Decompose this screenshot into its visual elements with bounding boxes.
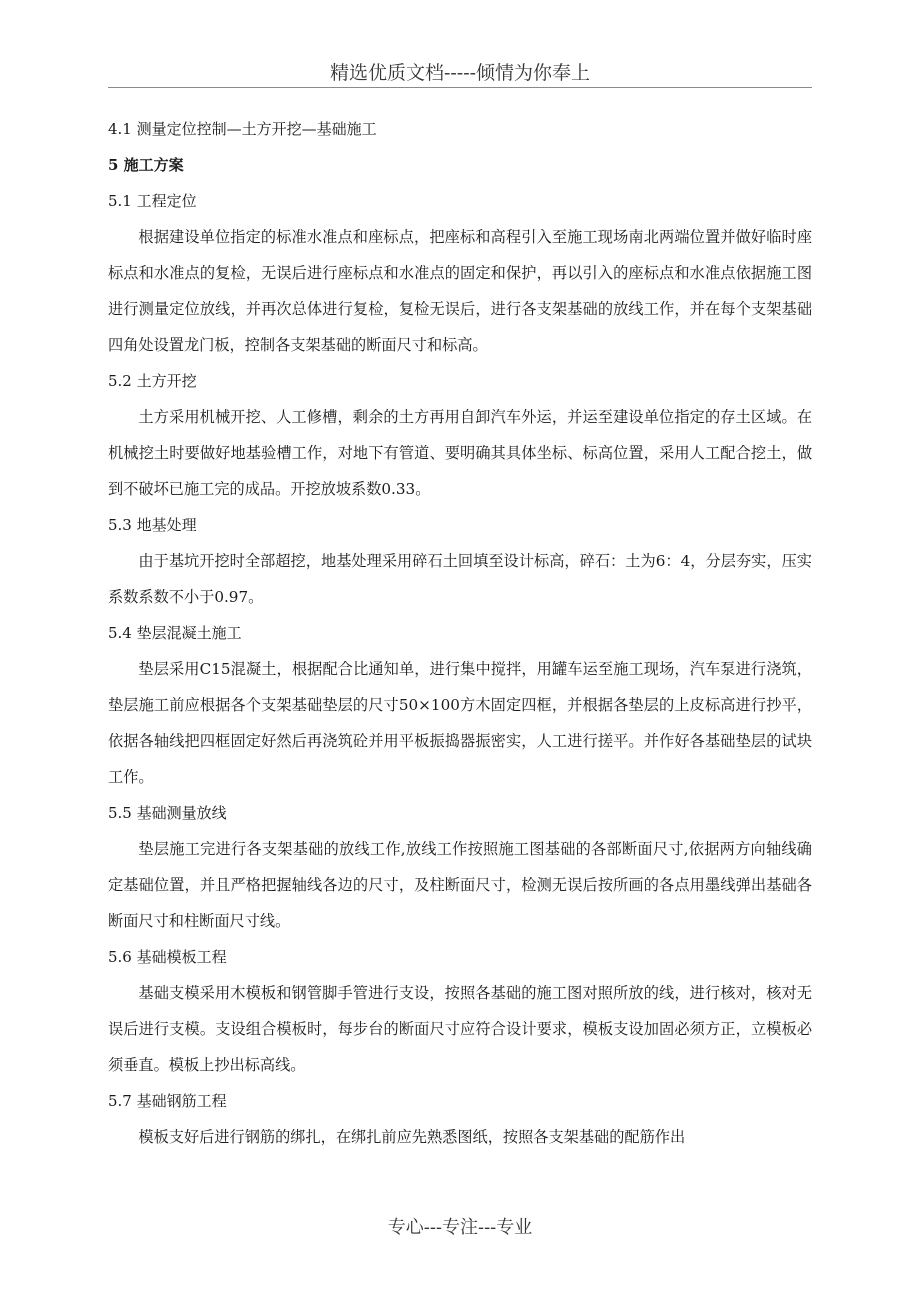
section-heading-5-7: 5.7 基础钢筋工程 xyxy=(108,1092,227,1110)
paragraph-5-1: 根据建设单位指定的标准水准点和座标点，把座标和高程引入至施工现场南北两端位置并做好临时座标点和水准点的复检，无误后进行座标点和水准点的固定和保护，再以引入的座标点和水准点依据施工图进行测量定位放线，并再次总体进行复检，复检无误后，进行各支架基础的放线工作，并在每个支架基础四角处设置龙门板，控制各支架基础的断面尺寸和标高。 xyxy=(108,228,812,354)
section-heading-5-5: 5.5 基础测量放线 xyxy=(108,804,227,822)
paragraph-5-7: 模板支好后进行钢筋的绑扎，在绑扎前应先熟悉图纸，按照各支架基础的配筋作出 xyxy=(138,1128,686,1146)
header-divider xyxy=(108,87,812,88)
section-heading-5-1: 5.1 工程定位 xyxy=(108,192,197,210)
paragraph-5-4: 垫层采用C15混凝土，根据配合比通知单，进行集中搅拌，用罐车运至施工现场，汽车泵进行浇筑，垫层施工前应根据各个支架基础垫层的尺寸50×100方木固定四框，并根据各垫层的上皮标高进行抄平，依据各轴线把四框固定好然后再浇筑砼并用平板振捣器振密实，人工进行搓平。并作好各基础垫层的试块工作。 xyxy=(108,660,812,786)
paragraph-5-3: 由于基坑开挖时全部超挖，地基处理采用碎石土回填至设计标高，碎石：土为6：4，分层夯实，压实系数系数不小于0.97。 xyxy=(108,552,812,606)
section-heading-4-1: 4.1 测量定位控制—土方开挖—基础施工 xyxy=(108,120,377,138)
chapter-heading-5: 5 施工方案 xyxy=(108,156,184,174)
paragraph-5-6: 基础支模采用木模板和钢管脚手管进行支设，按照各基础的施工图对照所放的线，进行核对，核对无误后进行支模。支设组合模板时，每步台的断面尺寸应符合设计要求，模板支设加固必须方正，立模板必须垂直。模板上抄出标高线。 xyxy=(108,984,812,1074)
section-heading-5-6: 5.6 基础模板工程 xyxy=(108,948,227,966)
section-heading-5-3: 5.3 地基处理 xyxy=(108,516,197,534)
section-heading-5-4: 5.4 垫层混凝土施工 xyxy=(108,624,242,642)
section-heading-5-2: 5.2 土方开挖 xyxy=(108,372,197,390)
page-footer: 专心---专注---专业 xyxy=(387,1217,533,1238)
paragraph-5-5: 垫层施工完进行各支架基础的放线工作,放线工作按照施工图基础的各部断面尺寸,依据两方向轴线确定基础位置，并且严格把握轴线各边的尺寸，及柱断面尺寸，检测无误后按所画的各点用墨线弹出基础各断面尺寸和柱断面尺寸线。 xyxy=(108,840,812,930)
document-body xyxy=(108,111,812,1155)
page-header: 精选优质文档-----倾情为你奉上 xyxy=(329,62,591,84)
paragraph-5-2: 土方采用机械开挖、人工修槽，剩余的土方再用自卸汽车外运，并运至建设单位指定的存土区域。在机械挖土时要做好地基验槽工作，对地下有管道、要明确其具体坐标、标高位置，采用人工配合挖土，做到不破坏已施工完的成品。开挖放坡系数0.33。 xyxy=(108,408,812,498)
